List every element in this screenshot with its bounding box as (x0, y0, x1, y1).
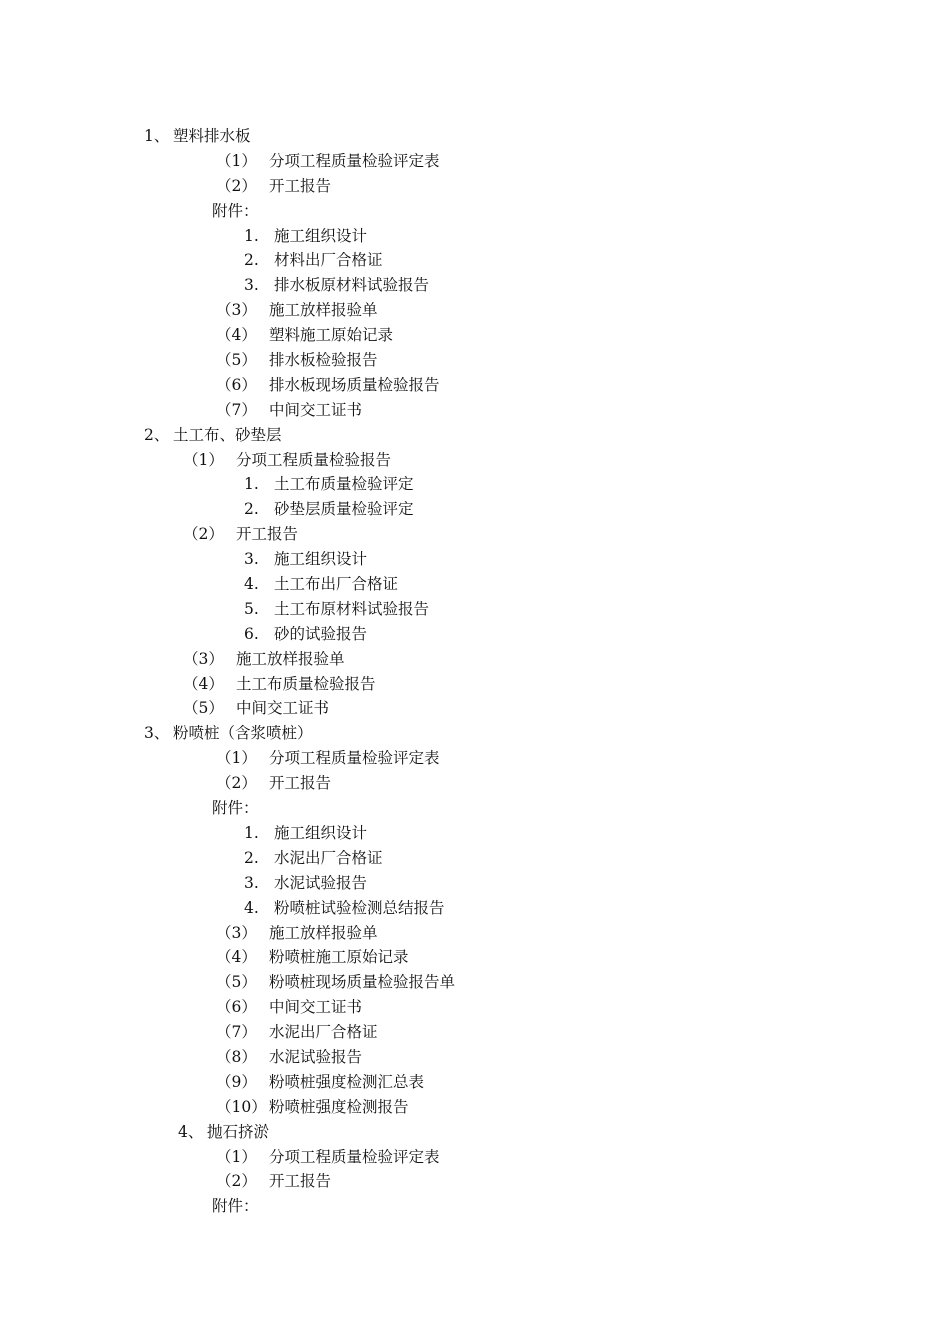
item-text: 附件： (212, 1197, 259, 1216)
sub-item (0, 547, 950, 572)
item-number: （4） (216, 326, 257, 345)
item-text: 水泥出厂合格证 (269, 1023, 378, 1042)
item-text: 砂垫层质量检验评定 (274, 500, 414, 519)
item-text: 粉喷桩强度检测汇总表 (269, 1072, 425, 1091)
item-number: 2、 (144, 425, 170, 444)
list-item (0, 696, 950, 721)
item-number: （5） (216, 973, 257, 992)
item-text: 分项工程质量检验报告 (236, 450, 392, 469)
sub-item (0, 224, 950, 249)
item-number: 1. (244, 226, 259, 245)
item-text: 排水板现场质量检验报告 (269, 375, 440, 394)
document-body (0, 124, 950, 1219)
item-number: （1） (216, 1147, 257, 1166)
item-text: 施工放样报验单 (269, 301, 378, 320)
sub-item (0, 846, 950, 871)
list-item (0, 298, 950, 323)
list-item (0, 1020, 950, 1045)
item-number: （6） (216, 375, 257, 394)
item-number: （3） (183, 649, 224, 668)
item-text: 粉喷桩施工原始记录 (269, 948, 409, 967)
item-number: （2） (216, 1172, 257, 1191)
item-number: 4、 (178, 1122, 204, 1141)
item-text: 施工放样报验单 (236, 649, 345, 668)
item-text: 中间交工证书 (269, 998, 363, 1017)
item-number: （2） (216, 774, 257, 793)
item-number: 1、 (144, 127, 170, 145)
list-item (0, 672, 950, 697)
item-number: （1） (183, 450, 224, 469)
item-text: 塑料施工原始记录 (269, 326, 394, 345)
item-number: （7） (216, 1023, 257, 1042)
item-text: 施工组织设计 (274, 550, 368, 569)
item-number: 4. (244, 575, 259, 594)
item-number: 4. (244, 898, 259, 917)
item-number: 3、 (144, 724, 170, 743)
item-number: 2. (244, 848, 259, 867)
item-text: 分项工程质量检验评定表 (269, 1147, 440, 1166)
sub-item (0, 622, 950, 647)
item-text: 附件： (212, 201, 259, 220)
item-text: 粉喷桩现场质量检验报告单 (269, 973, 456, 992)
list-item (0, 323, 950, 348)
item-text: 材料出厂合格证 (274, 251, 383, 270)
sub-item (0, 497, 950, 522)
item-number: （4） (183, 674, 224, 693)
list-item (0, 771, 950, 796)
item-text: 开工报告 (269, 774, 332, 793)
item-number: （3） (216, 923, 257, 942)
item-text: 开工报告 (269, 1172, 332, 1191)
item-number: （1） (216, 151, 257, 170)
list-item (0, 647, 950, 672)
item-number: （10） (216, 1097, 267, 1116)
item-number: （6） (216, 998, 257, 1017)
list-item (0, 398, 950, 423)
item-text: 分项工程质量检验评定表 (269, 151, 440, 170)
list-item (0, 970, 950, 995)
item-number: （4） (216, 948, 257, 967)
item-number: 2. (244, 500, 259, 519)
item-text: 水泥试验报告 (274, 873, 368, 892)
item-text: 土工布质量检验报告 (236, 674, 376, 693)
sub-item (0, 273, 950, 298)
item-number: （8） (216, 1047, 257, 1066)
list-item (0, 522, 950, 547)
list-item (0, 174, 950, 199)
item-text: 土工布原材料试验报告 (274, 599, 430, 618)
item-text: 粉喷桩试验检测总结报告 (274, 898, 445, 917)
sub-item (0, 248, 950, 273)
sub-item (0, 896, 950, 921)
item-number: （2） (183, 525, 224, 544)
list-item (0, 1070, 950, 1095)
item-number: （7） (216, 400, 257, 419)
item-number: 3. (244, 276, 259, 295)
list-item (0, 1045, 950, 1070)
item-number: （3） (216, 301, 257, 320)
item-text: 施工放样报验单 (269, 923, 378, 942)
item-text: 水泥试验报告 (269, 1047, 363, 1066)
item-text: 附件： (212, 799, 259, 818)
item-number: 1. (244, 823, 259, 842)
list-item (0, 921, 950, 946)
item-text: 中间交工证书 (236, 699, 330, 718)
item-number: （5） (183, 699, 224, 718)
list-item (0, 995, 950, 1020)
sub-item (0, 572, 950, 597)
item-text: 粉喷桩强度检测报告 (269, 1097, 409, 1116)
item-number: （5） (216, 351, 257, 370)
list-item (0, 149, 950, 174)
item-text: 排水板原材料试验报告 (274, 276, 430, 295)
item-number: 1. (244, 475, 259, 494)
section-heading (0, 423, 950, 448)
attachment-label (0, 796, 950, 821)
item-text: 土工布、砂垫层 (173, 425, 282, 444)
list-item (0, 1169, 950, 1194)
item-number: （1） (216, 749, 257, 768)
list-item (0, 373, 950, 398)
sub-item (0, 871, 950, 896)
section-heading (0, 721, 950, 746)
item-text: 水泥出厂合格证 (274, 848, 383, 867)
attachment-label (0, 199, 950, 224)
item-text: 砂的试验报告 (274, 624, 368, 643)
item-number: 5. (244, 599, 259, 618)
item-text: 开工报告 (236, 525, 299, 544)
item-text: 分项工程质量检验评定表 (269, 749, 440, 768)
section-heading (0, 1120, 950, 1145)
sub-item (0, 821, 950, 846)
list-item (0, 1095, 950, 1120)
item-text: 粉喷桩（含浆喷桩） (173, 724, 313, 743)
item-text: 开工报告 (269, 176, 332, 195)
item-text: 施工组织设计 (274, 226, 368, 245)
list-item (0, 348, 950, 373)
item-number: （9） (216, 1072, 257, 1091)
item-number: 3. (244, 550, 259, 569)
list-item (0, 746, 950, 771)
item-text: 土工布出厂合格证 (274, 575, 399, 594)
item-text: 塑料排水板 (173, 127, 251, 145)
item-text: 抛石挤淤 (207, 1122, 270, 1141)
item-text: 施工组织设计 (274, 823, 368, 842)
item-text: 中间交工证书 (269, 400, 363, 419)
item-number: 2. (244, 251, 259, 270)
sub-item (0, 472, 950, 497)
item-number: 6. (244, 624, 259, 643)
item-number: （2） (216, 176, 257, 195)
list-item (0, 945, 950, 970)
attachment-label (0, 1194, 950, 1219)
section-heading (0, 124, 950, 149)
item-number: 3. (244, 873, 259, 892)
list-item (0, 448, 950, 473)
item-text: 土工布质量检验评定 (274, 475, 414, 494)
item-text: 排水板检验报告 (269, 351, 378, 370)
list-item (0, 1145, 950, 1170)
sub-item (0, 597, 950, 622)
